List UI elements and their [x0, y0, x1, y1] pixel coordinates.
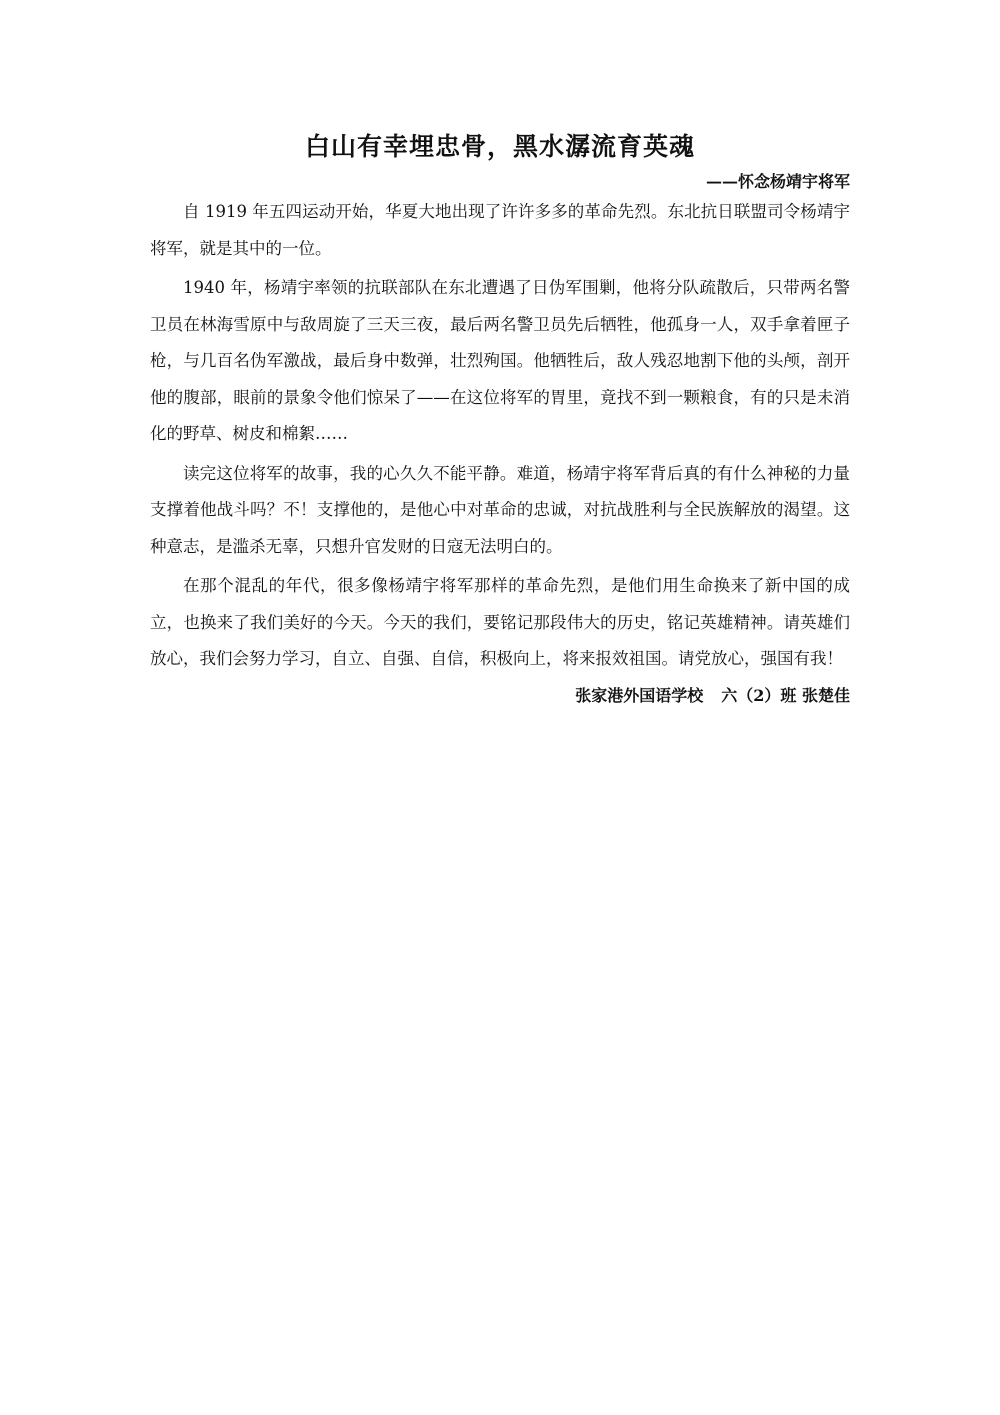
paragraph-4: 在那个混乱的年代，很多像杨靖宇将军那样的革命先烈，是他们用生命换来了新中国的成立，也换来了我们美好的今天。今天的我们，要铭记那段伟大的历史，铭记英雄精神。请英雄们放心，我们会努力学习，自立、自强、自信，积极向上，将来报效祖国。请党放心，强国有我！: [150, 576, 850, 668]
essay-title: 白山有幸埋忠骨，黑水潺流育英魂: [304, 132, 695, 161]
signature-school: 张家港外国语学校: [575, 685, 704, 705]
author-signature: [150, 681, 850, 711]
paragraph-1: 自 1919 年五四运动开始，华夏大地出现了许许多多的革命先烈。东北抗日联盟司令杨靖宇将军，就是其中的一位。: [150, 202, 850, 258]
signature-class-author: 六（2）班 张楚佳: [721, 685, 850, 705]
paragraph-3: 读完这位将军的故事，我的心久久不能平静。难道，杨靖宇将军背后真的有什么神秘的力量支撑着他战斗吗？不！支撑他的，是他心中对革命的忠诚，对抗战胜利与全民族解放的渴望。这种意志，是滥杀无辜，只想升官发财的日寇无法明白的。: [150, 463, 850, 556]
essay-subtitle: ——怀念杨靖宇将军: [705, 172, 850, 191]
paragraph-2: 1940 年，杨靖宇率领的抗联部队在东北遭遇了日伪军围剿，他将分队疏散后，只带两名警卫员在林海雪原中与敌周旋了三天三夜，最后两名警卫员先后牺牲，他孤身一人，双手拿着匣子枪，与几百名伪军激战，最后身中数弹，壮烈殉国。他牺牲后，敌人残忍地割下他的头颅，剖开他的腹部，眼前的景象令他们惊呆了——在这位将军的胃里，竟找不到一颗粮食，有的只是未消化的野草、树皮和棉絮……: [150, 278, 850, 443]
document-page: [150, 128, 850, 711]
